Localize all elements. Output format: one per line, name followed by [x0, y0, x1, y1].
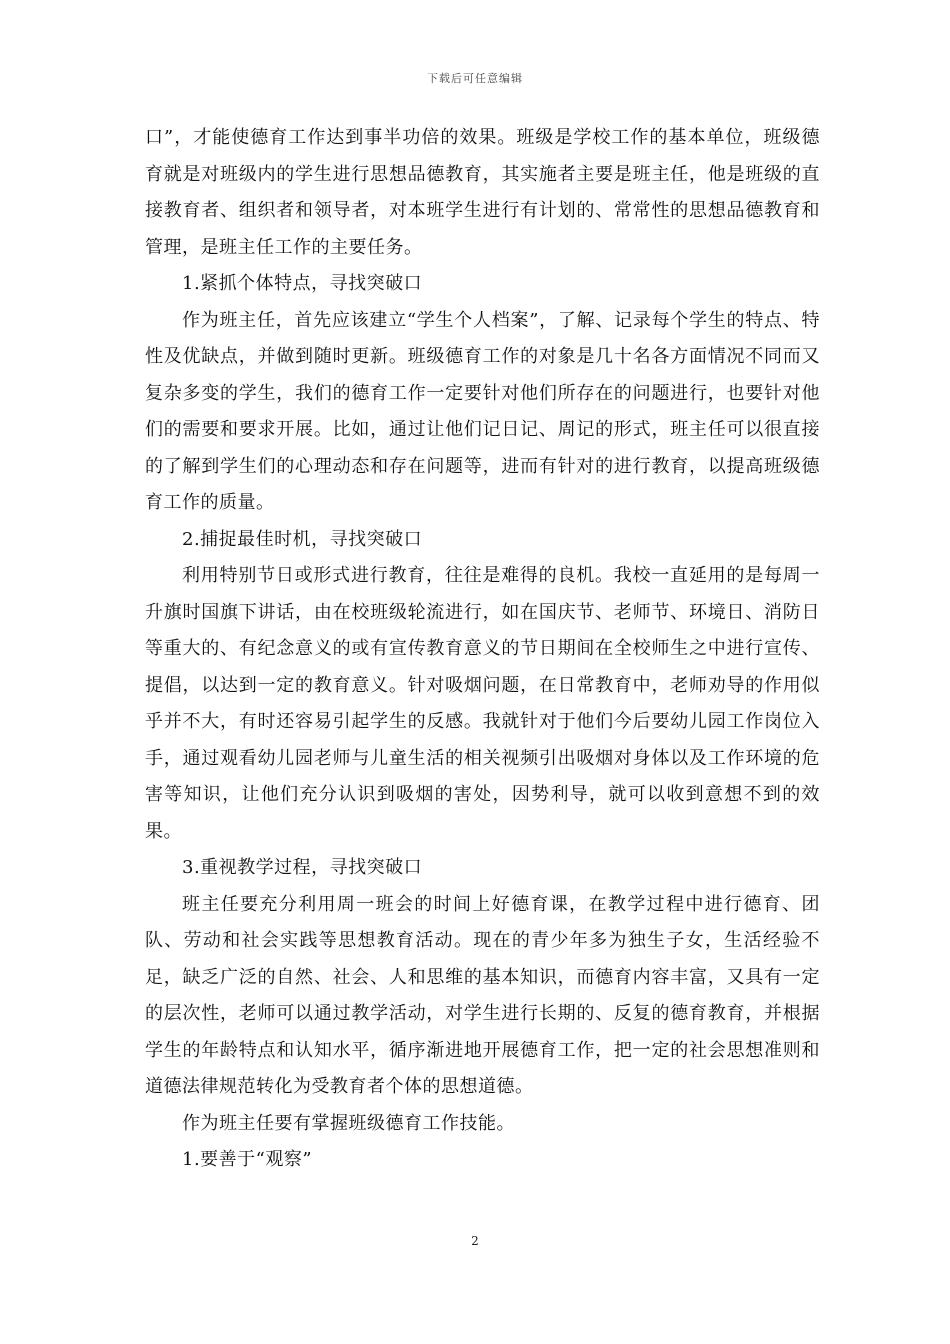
- section-heading: 2.捕捉最佳时机，寻找突破口: [182, 528, 423, 550]
- paragraph: 作为班主任，首先应该建立“学生个人档案”，了解、记录每个学生的特点、特性及优缺点，并做到随时更新。班级德育工作的对象是几十名各方面情况不同而又复杂多变的学生，我们的德育工作一定要针对他们所存在的问题进行，也要针对他们的需要和要求开展。比如，通过让他们记日记、周记的形式，班主任可以很直接的了解到学生们的心理动态和存在问题等，进而有针对的进行教育，以提高班级德育工作的质量。: [145, 309, 820, 513]
- paragraph: 班主任要充分利用周一班会的时间上好德育课，在教学过程中进行德育、团队、劳动和社会实践等思想教育活动。现在的青少年多为独生子女，生活经验不足，缺乏广泛的自然、社会、人和思维的基本知识，而德育内容丰富，又具有一定的层次性，老师可以通过教学活动，对学生进行长期的、反复的德育教育，并根据学生的年龄特点和认知水平，循序渐进地开展德育工作，把一定的社会思想准则和道德法律规范转化为受教育者个体的思想道德。: [145, 893, 820, 1097]
- section-heading: 3.重视教学过程，寻找突破口: [182, 857, 423, 878]
- section-heading: 1.要善于“观察”: [182, 1149, 313, 1170]
- document-body: [145, 120, 820, 1179]
- paragraph: 口”，才能使德育工作达到事半功倍的效果。班级是学校工作的基本单位，班级德育就是对班级内的学生进行思想品德教育，其实施者主要是班主任，他是班级的直接教育者、组织者和领导者，对本班学生进行有计划的、常常性的思想品德教育和管理，是班主任工作的主要任务。: [145, 127, 820, 258]
- section-heading: 1.紧抓个体特点，寻找突破口: [182, 273, 423, 294]
- page-header-note: 下载后可任意编辑: [427, 72, 523, 85]
- paragraph: 利用特别节日或形式进行教育，往往是难得的良机。我校一直延用的是每周一升旗时国旗下讲话，由在校班级轮流进行，如在国庆节、老师节、环境日、消防日等重大的、有纪念意义的或有宣传教育意义的节日期间在全校师生之中进行宣传、提倡，以达到一定的教育意义。针对吸烟问题，在日常教育中，老师劝导的作用似乎并不大，有时还容易引起学生的反感。我就针对于他们今后要幼儿园工作岗位入手，通过观看幼儿园老师与儿童生活的相关视频引出吸烟对身体以及工作环境的危害等知识，让他们充分认识到吸烟的害处，因势利导，就可以收到意想不到的效果。: [145, 565, 820, 842]
- paragraph: 作为班主任要有掌握班级德育工作技能。: [182, 1112, 515, 1134]
- page-number: 2: [471, 1234, 479, 1248]
